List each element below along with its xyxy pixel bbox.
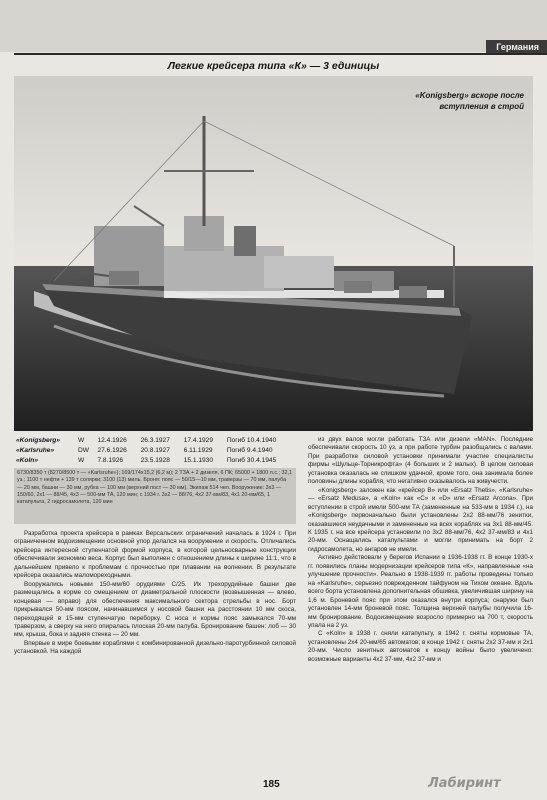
country-tab: Германия	[486, 40, 547, 54]
table-cell-name: «Koln»	[16, 456, 38, 464]
table-row	[14, 445, 294, 455]
table-cell-name: «Karlsruhe»	[16, 446, 55, 454]
table-cell-yard: W	[78, 436, 85, 444]
page-title: Легкие крейсера типа «К» — 3 единицы	[167, 60, 380, 72]
table-cell-fate: Погиб 30.4.1945	[226, 456, 277, 464]
table-cell-launched: 26.3.1927	[140, 436, 170, 444]
paragraph: Активно действовали у берегов Испании в 1936-1938 гг. В конце 1930-х гг. появились планы модернизации крейсеров типа «К», направленные «на улучшение прочности». Реально в 1938-1939 гг. работы проведены только на «Karlsruhe», серьезно поврежденном тайфуном на Тихом океане. Вдоль всего борта установлена дополнительная обшивка, увеличившая ширину на 1,6 м. Броневой пояс при этом оказался внутри корпуса; снаружи был установлен 14-мм броневой пояс. Толщина верхней палубы получила 16-мм бронирование. Водоизмещение возросло примерно на 700 т, скорость упала на 2 уз.	[308, 554, 533, 629]
paragraph: Вооружались новыми 150-мм/60 орудиями C/25. Их трехорудийные башни две размещались в корме со смещением от диаметральной плоскости (возвышенная — влево, концевая — вправо) для обеспечения максимального сектора стрельбы в нос. Борт прикрывался 50-мм поясом, начинавшимся у носовой башни на расстоянии 10 мм скоса, переходящей в 15-мм ступенчатую переборку. С носа и кормы пояс замыкался 70-мм траверзом, а сверху на него опиралась плоская 20-мм палуба. Бронирование башен: лоб — 30 мм, крыша, бока и задняя стенка — 20 мм.	[14, 580, 296, 639]
table-cell-fate: Погиб 10.4.1940	[226, 436, 277, 444]
paragraph: С «Koln» в 1938 г. сняли катапульту, в 1942 г. сняты кормовые ТА, установлены 2х4 20-мм/65 автоматов; в конце 1942 г. сняты 2х2 37-мм и 2х1 20-мм. Число зенитных автоматов к концу войны было увеличено: возможные варианты 4х2 37-мм, 4х2 37-мм и	[308, 630, 533, 663]
table-cell-laid: 27.6.1926	[97, 446, 127, 454]
table-cell-launched: 20.8.1927	[140, 446, 170, 454]
specs-block: 6730/8350 т (8270/8500 т — «Karlsruhe»); 169/174х15,2 (6,2 м); 2 ТЗА + 2 дизеля, 6 ПК; 65000 + 1800 л.с.; 32,1 уз.; 1100 т нефти + 139 т солярки; 3100 (13) миль. Броня: пояс — 50/15—10 мм, траверзы — 70 мм, палуба — 20 мм, башни — 30 мм, рубка — 100 мм (верхний пост — 30 мм). Экипаж 514 чел. Вооружение: 3х3 — 150/60, 2х1 — 88/45, 4х3 — 500-мм ТА, 120 мин; с 1934 г. 3х2 — 88/76, 4х2 37-мм/83, 4х1 20-мм/65, 1 катапульта, 2 гидросамолета, 120 мин	[14, 468, 296, 524]
table-cell-launched: 23.5.1928	[140, 456, 170, 464]
table-row	[14, 435, 294, 445]
right-text-column	[308, 436, 533, 786]
paragraph: из двух валов могли работать ТЗА или дизели «MAN». Последние обеспечивали скорость 10 уз, а при работе турбин разобщались с валами. При разработке силовой установки принимали участие специалисты фирмы «Шульце-Торникрофта» (4 больших и 2 малых). В целом силовая установка оказалась не слишком удачной, кроме того, она занимала более половины длины корабля, что негативно сказывалось на живучести.	[308, 436, 533, 486]
paragraph: «Konigsberg» заложен как «крейсер B» или «Ersatz Thetis», «Karlsruhe» — «Ersatz Medusa», а «Koln» как «C» и «D» или «Ersatz Arcona». При вступлении в строй имели 500-мм ТА (замененные на 533-мм в 1934 г.), на «Konigsberg» первоначально были установлены 2х2 88-мм/76 зенитки, оказавшиеся неудачными и замененные на всех кораблях на 3х1 88-мм/45. К 1935 г. на все крейсера установили по 3х2 88-мм/76, 4х2 37-мм/83 и 4х1 20-мм. Оснащались катапультами и могли принимать на борт 2 гидросамолета, но ангаров не имели.	[308, 486, 533, 553]
table-cell-laid: 12.4.1926	[97, 436, 127, 444]
table-cell-laid: 7.8.1926	[97, 456, 124, 464]
top-band	[0, 0, 547, 52]
paragraph: Впервые в мире боевыми кораблями с комбинированной дизельно-паротурбинной силовой установкой. На каждой	[14, 639, 296, 656]
cruiser-image	[14, 76, 533, 431]
table-cell-commissioned: 15.1.1930	[183, 456, 214, 464]
ship-photo	[14, 76, 533, 431]
photo-caption: «Konigsberg» вскоре после вступления в строй	[415, 91, 524, 111]
page-number: 185	[263, 779, 280, 790]
table-cell-fate: Погиб 9.4.1940	[226, 446, 273, 454]
header-rule	[14, 53, 547, 55]
table-row	[14, 455, 294, 465]
left-text-column	[14, 530, 296, 785]
table-cell-commissioned: 17.4.1929	[183, 436, 214, 444]
paragraph: Разработка проекта крейсера в рамках Версальских ограничений началась в 1924 г. При ограниченном водоизмещении основной упор делался на вооружение и скорость. Отличались крейсера интересной ступенчатой формой корпуса, в которой цельносварные конструкции обеспечивали экономию веса. Корпус был выполнен с отношением длины к ширине 11:1, что в дальнейшем привело к проблемам с прочностью при плавании на волнении. В результате крейсера оказались маломореходными.	[14, 530, 296, 580]
ships-table	[14, 435, 294, 465]
table-cell-name: «Konigsberg»	[16, 436, 60, 444]
watermark: Лабиринт	[428, 776, 501, 791]
table-cell-yard: W	[78, 456, 85, 464]
table-cell-commissioned: 6.11.1929	[183, 446, 213, 454]
table-cell-yard: DW	[78, 446, 90, 454]
